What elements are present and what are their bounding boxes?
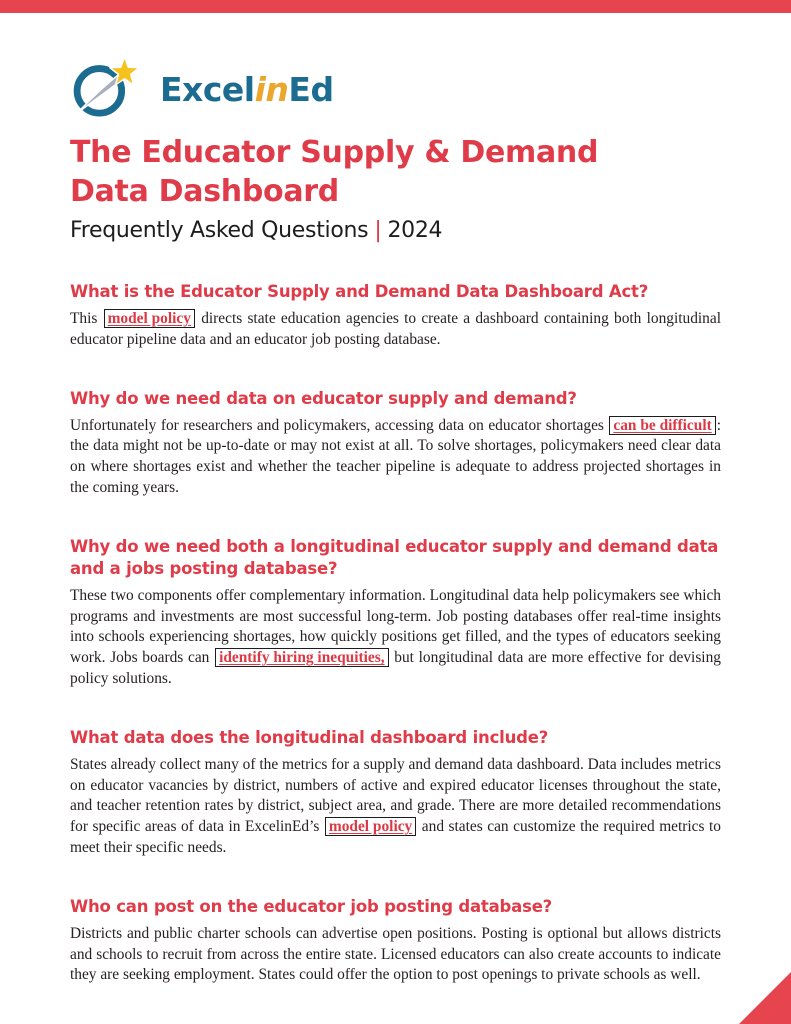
document-body [0, 13, 791, 986]
model-policy-link[interactable] [325, 817, 416, 836]
can-be-difficult-link[interactable] [609, 416, 715, 435]
link-label: identify hiring inequities, [219, 649, 385, 667]
subtitle-year: 2024 [387, 218, 443, 243]
answer-text: Unfortunately for researchers and policymakers, accessing data on educator shortages [70, 416, 609, 434]
faq-question: Why do we need data on educator supply and demand? [70, 388, 577, 408]
answer-text: States already collect many of the metrics for a supply and demand data dashboard. Data includes metrics on educator vacancies by district, numbers of active and expired educator licenses throughout the state, and teacher retention rates by district, subject area, and grade. There are more detailed recommendations for specific areas of data in ExcelinEd’s [70, 755, 721, 836]
faq-answer [70, 924, 721, 986]
link-label: model policy [328, 818, 413, 836]
faq-question: Why do we need both a longitudinal educator supply and demand data and a jobs posting database? [70, 536, 719, 578]
faq-question: Who can post on the educator job posting database? [70, 896, 553, 916]
faq-answer [70, 586, 721, 690]
wordmark-excel: Excel [160, 69, 255, 109]
top-accent-bar [0, 0, 791, 13]
hiring-inequities-link[interactable] [215, 648, 388, 667]
answer-text: Districts and public charter schools can advertise open positions. Posting is optional but allows districts and schools to recruit from across the entire state. Licensed educators can also create accounts to indicate they are seeking employment. States could offer the option to post openings to private schools as well. [70, 924, 721, 984]
answer-text: : the data might not be up-to-date or may not exist at all. To solve shortages, policymakers need clear data on where shortages exist and whether the teacher pipeline is adequate to address projected shortages in the coming years. [70, 416, 721, 496]
faq-item-why-both [70, 536, 721, 690]
page-title-line2: Data Dashboard [70, 174, 339, 209]
model-policy-link[interactable] [104, 309, 195, 328]
page-title [70, 133, 721, 211]
faq-answer [70, 416, 721, 499]
faq-item-dashboard-act [70, 281, 721, 351]
subtitle-divider: | [374, 218, 382, 243]
faq-answer [70, 309, 721, 351]
answer-text: and states can customize the required metrics to meet their specific needs. [70, 818, 721, 856]
faq-answer [70, 755, 721, 859]
answer-text: but longitudinal data are more effective for devising policy solutions. [70, 649, 721, 687]
excelined-wordmark [160, 67, 334, 109]
faq-item-longitudinal-data [70, 727, 721, 859]
link-label: can be difficult [613, 416, 712, 434]
link-label: model policy [107, 310, 191, 327]
answer-text: This [70, 310, 103, 327]
faq-list [70, 281, 721, 986]
answer-text: These two components offer complementary information. Longitudinal data help policymakers see which programs and investments are most successful long-term. Job posting databases offer real-time insights into schools experiencing shortages, how quickly positions get filled, and the types of educators seeking work. Jobs boards can [70, 586, 721, 667]
page-title-line1: The Educator Supply & Demand [70, 135, 599, 170]
faq-question: What is the Educator Supply and Demand Data Dashboard Act? [70, 282, 649, 301]
wordmark-ed: Ed [288, 69, 334, 109]
faq-item-why-data [70, 388, 721, 499]
excelined-logo-icon [70, 55, 152, 117]
faq-question: What data does the longitudinal dashboard include? [70, 727, 549, 747]
subtitle-text: Frequently Asked Questions [70, 218, 369, 243]
wordmark-in: in [254, 69, 289, 109]
faq-item-who-can-post [70, 896, 721, 986]
excelined-logo [70, 55, 721, 117]
page-subtitle [70, 218, 721, 243]
answer-text: directs state education agencies to create a dashboard containing both longitudinal educator pipeline data and an educator job posting database. [70, 310, 721, 348]
